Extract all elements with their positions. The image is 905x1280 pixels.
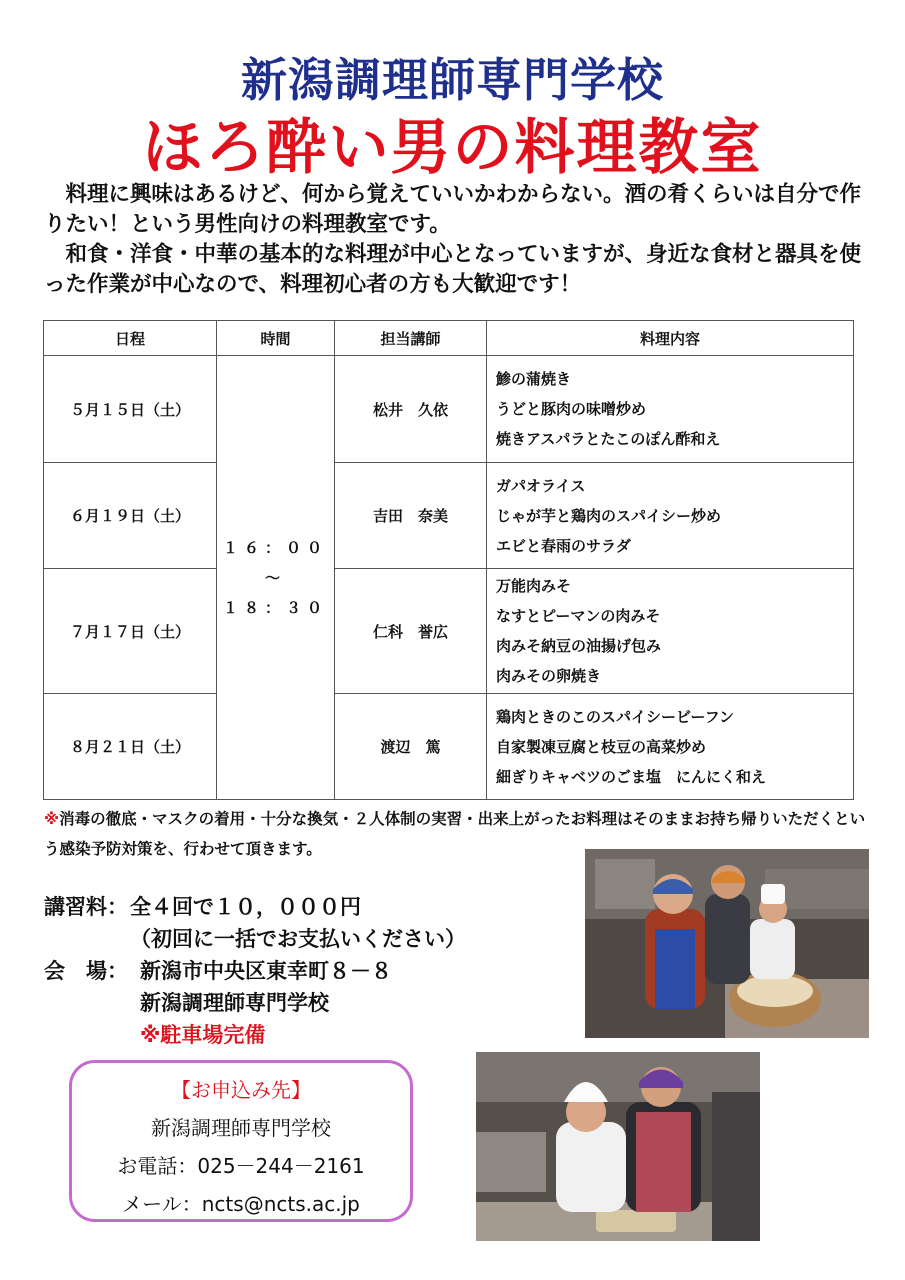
photo-1-illustration — [585, 849, 869, 1038]
instructor-cell: 松井 久依 — [335, 356, 487, 463]
header-dishes: 料理内容 — [487, 321, 854, 356]
fee-note: （初回に一括でお支払いください） — [130, 927, 466, 951]
page-title: ほろ酔い男の料理教室 — [142, 113, 763, 183]
dish-item: エビと春雨のサラダ — [496, 536, 631, 555]
parking-note: ※駐車場完備 — [140, 1023, 266, 1047]
cooking-class-photo-1 — [585, 849, 869, 1038]
venue-row — [44, 955, 564, 987]
application-box — [69, 1060, 413, 1222]
fee-note-row — [44, 923, 564, 955]
apply-school-name: 新潟調理師専門学校 — [151, 1116, 331, 1140]
dish-item: 細ぎりキャベツのごま塩 にんにく和え — [496, 767, 767, 786]
dishes-cell — [487, 694, 854, 800]
apply-phone: お電話：025－244－2161 — [117, 1154, 365, 1178]
notice-mark: ※ — [44, 810, 60, 828]
venue-name: 新潟調理師専門学校 — [140, 991, 329, 1015]
venue-name-row — [44, 987, 564, 1019]
instructor-cell: 吉田 奈美 — [335, 463, 487, 569]
dish-item: 万能肉みそ — [496, 577, 572, 595]
fee-row — [44, 891, 564, 923]
header-date: 日程 — [44, 321, 217, 356]
date-cell: ５月１５日（土） — [44, 356, 217, 463]
dish-item: 鶏肉ときのこのスパイシービーフン — [496, 707, 735, 726]
dish-item: なすとピーマンの肉みそ — [496, 607, 661, 625]
time-start: １６：００～ — [222, 538, 328, 587]
intro-paragraph-1: 料理に興味はあるけど、何から覚えていいかわからない。酒の肴くらいは自分で作りたい！という男性向けの料理教室です。 — [44, 182, 862, 237]
dishes-cell — [487, 569, 854, 694]
dish-item: 自家製凍豆腐と枝豆の高菜炒め — [496, 737, 707, 756]
photo-2-illustration — [476, 1052, 760, 1241]
apply-heading: 【お申込み先】 — [171, 1078, 311, 1102]
dishes-cell — [487, 356, 854, 463]
schedule-row — [44, 463, 854, 569]
date-cell: ８月２１日（土） — [44, 694, 217, 800]
date-cell: ７月１７日（土） — [44, 569, 217, 694]
dish-item: ガパオライス — [496, 476, 586, 495]
schedule-table — [43, 320, 854, 800]
instructor-cell: 渡辺 篤 — [335, 694, 487, 800]
intro-text — [44, 180, 874, 300]
venue-label: 会 場： — [44, 959, 128, 983]
fee-value: 全４回で１０，０００円 — [130, 895, 361, 919]
header-instructor: 担当講師 — [335, 321, 487, 356]
intro-paragraph-2: 和食・洋食・中華の基本的な料理が中心となっていますが、身近な食材と器具を使った作業が中心なので、料理初心者の方も大歓迎です！ — [44, 242, 862, 297]
schedule-row — [44, 694, 854, 800]
instructor-cell: 仁科 誉広 — [335, 569, 487, 694]
school-name: 新潟調理師専門学校 — [241, 53, 664, 107]
date-cell: ６月１９日（土） — [44, 463, 217, 569]
apply-email: メール：ncts@ncts.ac.jp — [122, 1192, 360, 1216]
dish-item: 肉みそ納豆の油揚げ包み — [496, 637, 662, 655]
schedule-row — [44, 356, 854, 463]
schedule-row — [44, 569, 854, 694]
time-end: １８：３０ — [222, 598, 328, 617]
time-cell — [217, 356, 335, 800]
dish-item: じゃが芋と鶏肉のスパイシー炒め — [496, 506, 722, 525]
dish-item: 鯵の蒲焼き — [496, 370, 572, 388]
dishes-cell — [487, 463, 854, 569]
dish-item: 肉みその卵焼き — [496, 667, 602, 685]
header-time: 時間 — [217, 321, 335, 356]
dish-item: 焼きアスパラとたこのぽん酢和え — [496, 430, 721, 448]
venue-address: 新潟市中央区東幸町８－８ — [140, 959, 392, 983]
parking-row — [44, 1019, 564, 1051]
schedule-header-row — [44, 321, 854, 356]
notice-body: 消毒の徹底・マスクの着用・十分な換気・２人体制の実習・出来上がったお料理はそのままお持ち帰りいただくという感染予防対策を、行わせて頂きます。 — [44, 810, 866, 858]
dish-item: うどと豚肉の味噌炒め — [496, 400, 647, 418]
cooking-class-photo-2 — [476, 1052, 760, 1241]
course-info — [44, 891, 564, 1051]
fee-label: 講習料： — [44, 895, 128, 919]
